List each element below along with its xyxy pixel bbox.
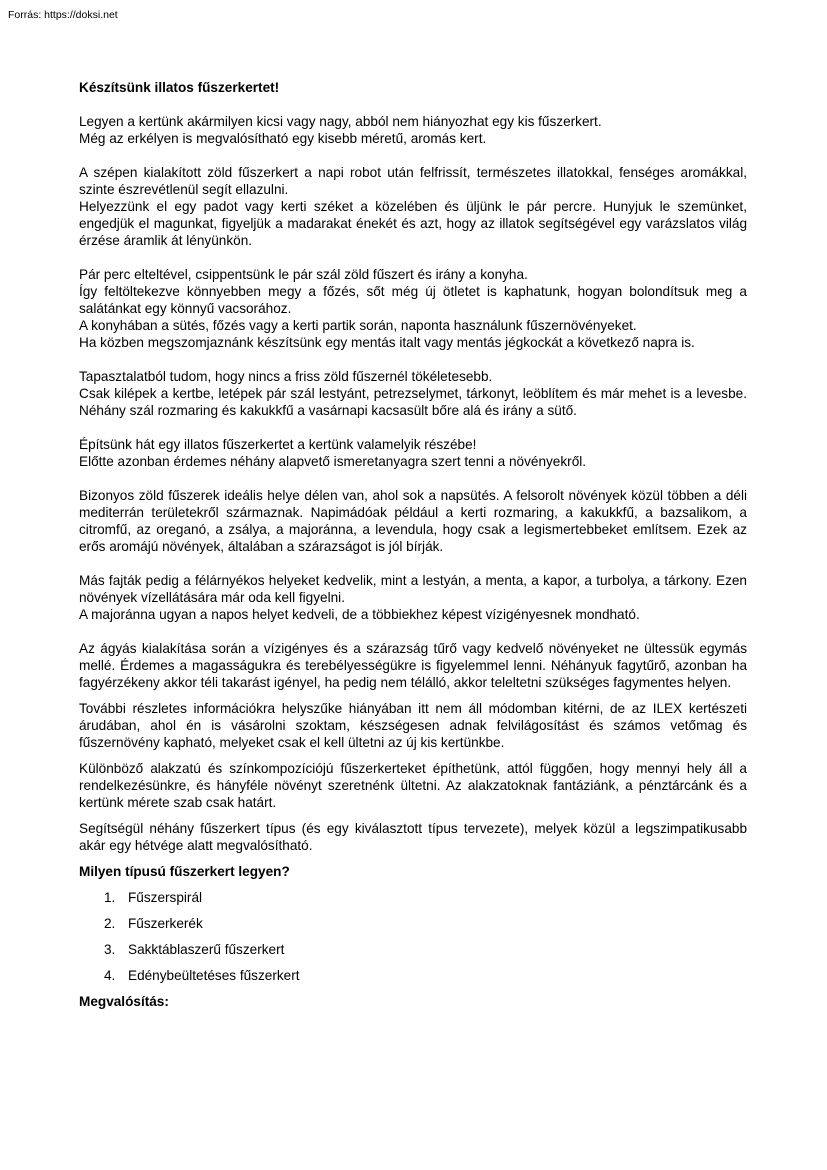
paragraph — [79, 436, 747, 470]
list-item — [79, 889, 747, 906]
text-line: A majoránna ugyan a napos helyet kedveli, de a többiekhez képest vízigényesnek mondható. — [79, 607, 640, 622]
list-item-text: Fűszerspirál — [128, 890, 203, 905]
paragraph — [79, 368, 747, 419]
paragraph — [79, 164, 747, 249]
paragraph — [79, 572, 747, 623]
list-item-number: 4. — [104, 968, 116, 983]
text-line: Pár perc elteltével, csippentsünk le pár szál zöld fűszert és irány a konyha. — [79, 267, 528, 282]
text-line: Más fajták pedig a félárnyékos helyeket kedvelik, mint a lestyán, a menta, a kapor, a turbolya, a tárkony. Ezen növények vízellátására már oda kell figyelni. — [79, 573, 747, 605]
text-line: Így feltöltekezve könnyebben megy a főzés, sőt még új ötletet is kaphatunk, hogyan bolondítsuk meg a salátánkat egy könnyű vacsorához. — [79, 284, 747, 316]
text-line: Építsünk hát egy illatos fűszerkertet a kertünk valamelyik részébe! — [79, 437, 477, 452]
list-item — [79, 915, 747, 932]
text-line: Legyen a kertünk akármilyen kicsi vagy nagy, abból nem hiányozhat egy kis fűszerkert. — [79, 114, 602, 129]
text-line: Tapasztalatból tudom, hogy nincs a friss zöld fűszernél tökéletesebb. — [79, 369, 493, 384]
text-line: Csak kilépek a kertbe, letépek pár szál lestyánt, petrezselymet, tárkonyt, leöblítem és már mehet is a levesbe. Néhány szál rozmaring és kakukkfű a vasárnapi kacsasült bőre alá és irány a sütő. — [79, 386, 747, 418]
list-item-text: Fűszerkerék — [128, 916, 203, 931]
paragraph — [79, 266, 747, 351]
text-line: Ha közben megszomjaznánk készítsünk egy mentás italt vagy mentás jégkockát a következő napra is. — [79, 335, 695, 350]
list-item-text: Edénybeültetéses fűszerkert — [128, 968, 300, 983]
garden-type-list — [79, 889, 747, 984]
list-item — [79, 941, 747, 958]
text-line: Bizonyos zöld fűszerek ideális helye délen van, ahol sok a napsütés. A felsorolt növények közül többen a déli mediterrán területekről származnak. Napimádóak például a kerti rozmaring, a kakukkfű, a bazsalikom, a citromfű, az oreganó, a zsálya, a majoránna, a levendula, hogy csak a legismertebbeket említsem. Ezek az erős aromájú növények, általában a szárazságot is jól bírják. — [79, 488, 747, 554]
paragraph: Segítségül néhány fűszerkert típus (és egy kiválasztott típus tervezete), melyek közül a legszimpatikusabb akár egy hétvége alatt megvalósítható. — [79, 821, 747, 853]
paragraph — [79, 487, 747, 555]
text-line: Helyezzünk el egy padot vagy kerti széket a közelében és üljünk le pár percre. Hunyjuk le szemünket, engedjük el magunkat, figyeljük a madarakat énekét és azt, hogy az illatok segítségével egy varázslatos világ érzése áramlik át lényünkön. — [79, 199, 747, 248]
paragraph: Az ágyás kialakítása során a vízigényes és a szárazság tűrő vagy kedvelő növényeket ne ültessük egymás mellé. Érdemes a magasságukra és terebélyességükre is figyelemmel lenni. Néhányuk fagytűrő, azonban ha fagyérzékeny akkor téli takarást igényel, ha pedig nem télálló, akkor teleltetni szükséges fagymentes helyen. — [79, 641, 747, 690]
text-line: Előtte azonban érdemes néhány alapvető ismeretanyagra szert tenni a növényekről. — [79, 454, 587, 469]
text-line: Még az erkélyen is megvalósítható egy kisebb méretű, aromás kert. — [79, 131, 487, 146]
paragraph — [79, 113, 747, 147]
list-item-number: 1. — [104, 890, 116, 905]
text-line: A konyhában a sütés, főzés vagy a kerti partik során, naponta használunk fűszernövényeket. — [79, 318, 637, 333]
list-item — [79, 967, 747, 984]
paragraph: Különböző alakzatú és színkompozíciójú fűszerkerteket építhetünk, attól függően, hogy mennyi hely áll a rendelkezésünkre, és hányféle növényt szeretnénk ültetni. Az alakzatoknak fantáziánk, a pénztárcánk és a kertünk mérete szab csak határt. — [79, 761, 747, 810]
document-body — [79, 79, 747, 1019]
text-line: A szépen kialakított zöld fűszerkert a napi robot után felfrissít, természetes illatokkal, fenséges aromákkal, szinte észrevétlenül segít ellazulni. — [79, 165, 747, 197]
paragraph: További részletes információkra helyszűke hiányában itt nem áll módomban kitérni, de az ILEX kertészeti árudában, ahol én is vásárolni szoktam, készségesen adnak felvilágosítást és számos vetőmag és fűszernövény kapható, melyeket csak el kell ültetni az új kis kertünkbe. — [79, 701, 747, 750]
source-label[interactable]: Forrás: https://doksi.net — [8, 9, 118, 21]
list-item-number: 2. — [104, 916, 116, 931]
list-item-number: 3. — [104, 942, 116, 957]
document-title: Készítsünk illatos fűszerkertet! — [79, 80, 280, 95]
list-item-text: Sakktáblaszerű fűszerkert — [128, 942, 285, 957]
section-heading: Megvalósítás: — [79, 994, 169, 1009]
list-heading: Milyen típusú fűszerkert legyen? — [79, 864, 290, 879]
